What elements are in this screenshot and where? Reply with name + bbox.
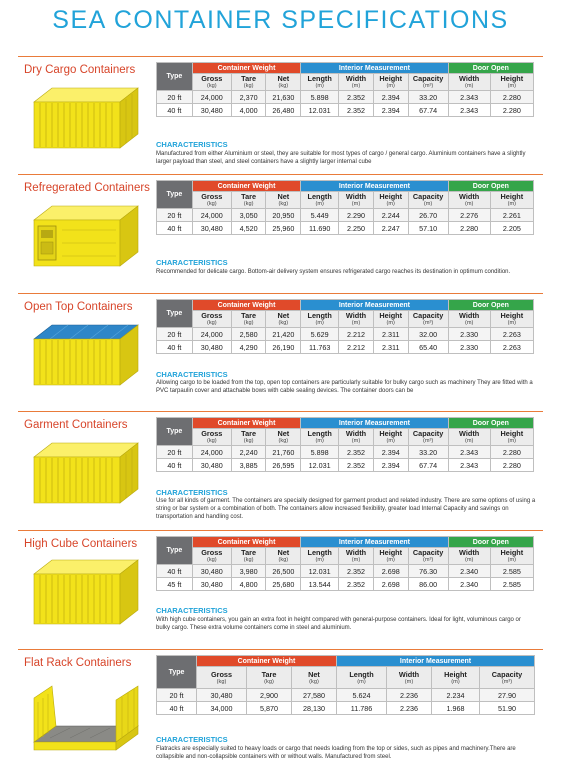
characteristics-title: CHARACTERISTICS bbox=[156, 488, 228, 497]
characteristics-title: CHARACTERISTICS bbox=[156, 606, 228, 615]
tare-header: Tare (kg) bbox=[231, 548, 266, 565]
net-header: Net (kg) bbox=[266, 548, 301, 565]
container-weight-header: Container Weight bbox=[192, 300, 300, 311]
net-header: Net (kg) bbox=[266, 311, 301, 328]
tare-header: Tare (kg) bbox=[231, 311, 266, 328]
table-row: 20 ft 30,480 2,900 27,580 5.624 2.236 2.234 27.90 bbox=[157, 689, 535, 702]
net-header: Net (kg) bbox=[292, 667, 337, 689]
section-divider bbox=[18, 56, 543, 57]
section-open-top bbox=[0, 293, 561, 411]
spec-table bbox=[156, 417, 534, 472]
interior-measurement-header: Interior Measurement bbox=[301, 418, 448, 429]
door-width-header: Width (m) bbox=[448, 74, 490, 91]
height-header: Height (m) bbox=[373, 429, 408, 446]
section-high-cube bbox=[0, 530, 561, 648]
gross-header: Gross (kg) bbox=[192, 548, 231, 565]
dry-cargo-container-icon bbox=[30, 82, 140, 154]
section-name: High Cube Containers bbox=[24, 538, 138, 550]
section-name: Flat Rack Containers bbox=[24, 657, 132, 669]
gross-header: Gross (kg) bbox=[192, 429, 231, 446]
gross-header: Gross (kg) bbox=[192, 192, 231, 209]
interior-measurement-header: Interior Measurement bbox=[337, 656, 535, 667]
net-header: Net (kg) bbox=[266, 192, 301, 209]
interior-measurement-header: Interior Measurement bbox=[301, 537, 448, 548]
type-header: Type bbox=[157, 300, 193, 328]
table-row: 40 ft 30,480 4,520 25,960 11.690 2.250 2.247 57.10 2.280 2.205 bbox=[157, 222, 534, 235]
door-open-header: Door Open bbox=[448, 300, 533, 311]
container-weight-header: Container Weight bbox=[192, 418, 300, 429]
capacity-header: Capacity (m³) bbox=[408, 311, 448, 328]
door-width-header: Width (m) bbox=[448, 429, 490, 446]
characteristics-text: Manufactured from either Aluminium or steel, they are suitable for most types of cargo / general cargo. Aluminium containers have a slightly larger payload than steel, and steel containers have a slightly larger internal cube bbox=[156, 151, 526, 165]
net-header: Net (kg) bbox=[266, 74, 301, 91]
tare-header: Tare (kg) bbox=[247, 667, 292, 689]
height-header: Height (m) bbox=[373, 548, 408, 565]
door-width-header: Width (m) bbox=[448, 311, 490, 328]
open-top-container-icon bbox=[30, 319, 140, 391]
characteristics-text: Flatracks are especially suited to heavy loads or cargo that needs loading from the top or sides, such as pipes and machinery.There are collapsible and non-collapsible containers with or without walls. Manufactured from steel. bbox=[156, 746, 516, 760]
gross-header: Gross (kg) bbox=[192, 74, 231, 91]
table-row: 20 ft 24,000 3,050 20,950 5.449 2.290 2.244 26.70 2.276 2.261 bbox=[157, 209, 534, 222]
spec-table bbox=[156, 62, 534, 117]
width-header: Width (m) bbox=[339, 192, 374, 209]
door-height-header: Height (m) bbox=[490, 192, 533, 209]
length-header: Length (m) bbox=[301, 74, 339, 91]
characteristics-title: CHARACTERISTICS bbox=[156, 735, 228, 744]
type-header: Type bbox=[157, 656, 197, 689]
section-divider bbox=[18, 649, 543, 650]
container-weight-header: Container Weight bbox=[192, 63, 300, 74]
door-width-header: Width (m) bbox=[448, 192, 490, 209]
characteristics-text: With high cube containers, you gain an extra foot in height compared with general-purpose containers. Ideal for light, voluminous cargo or bulky cargo. These extra volume containers come in steel and aluminium. bbox=[156, 617, 521, 631]
tare-header: Tare (kg) bbox=[231, 74, 266, 91]
page-title: SEA CONTAINER SPECIFICATIONS bbox=[52, 6, 509, 34]
length-header: Length (m) bbox=[301, 192, 339, 209]
section-name: Garment Containers bbox=[24, 419, 128, 431]
table-row: 20 ft 24,000 2,580 21,420 5.629 2.212 2.311 32.00 2.330 2.263 bbox=[157, 328, 534, 341]
table-row: 40 ft 34,000 5,870 28,130 11.786 2.236 1.968 51.90 bbox=[157, 702, 535, 715]
spec-table bbox=[156, 299, 534, 354]
spec-table bbox=[156, 180, 534, 235]
door-open-header: Door Open bbox=[448, 537, 533, 548]
table-row: 20 ft 24,000 2,240 21,760 5.898 2.352 2.394 33.20 2.343 2.280 bbox=[157, 446, 534, 459]
section-divider bbox=[18, 411, 543, 412]
door-open-header: Door Open bbox=[448, 63, 533, 74]
characteristics-text: Recommended for delicate cargo. Bottom-air delivery system ensures refrigerated cargo reaches its destination in optimum condition. bbox=[156, 269, 511, 275]
interior-measurement-header: Interior Measurement bbox=[301, 63, 448, 74]
section-divider bbox=[18, 293, 543, 294]
container-weight-header: Container Weight bbox=[197, 656, 337, 667]
type-header: Type bbox=[157, 63, 193, 91]
door-open-header: Door Open bbox=[448, 181, 533, 192]
spec-table bbox=[156, 536, 534, 591]
tare-header: Tare (kg) bbox=[231, 192, 266, 209]
gross-header: Gross (kg) bbox=[192, 311, 231, 328]
section-divider bbox=[18, 530, 543, 531]
width-header: Width (m) bbox=[339, 429, 374, 446]
table-row: 20 ft 24,000 2,370 21,630 5.898 2.352 2.394 33.20 2.343 2.280 bbox=[157, 91, 534, 104]
door-height-header: Height (m) bbox=[490, 548, 533, 565]
capacity-header: Capacity (m³) bbox=[408, 429, 448, 446]
flat-rack-container-icon bbox=[30, 673, 140, 763]
section-divider bbox=[18, 174, 543, 175]
door-height-header: Height (m) bbox=[490, 74, 533, 91]
container-weight-header: Container Weight bbox=[192, 181, 300, 192]
high-cube-container-icon bbox=[30, 556, 140, 628]
characteristics-title: CHARACTERISTICS bbox=[156, 258, 228, 267]
table-row: 45 ft 30,480 4,800 25,680 13.544 2.352 2.698 86.00 2.340 2.585 bbox=[157, 578, 534, 591]
width-header: Width (m) bbox=[339, 311, 374, 328]
interior-measurement-header: Interior Measurement bbox=[301, 181, 448, 192]
length-header: Length (m) bbox=[337, 667, 387, 689]
refrigerated-container-icon bbox=[30, 200, 140, 272]
table-row: 40 ft 30,480 3,885 26,595 12.031 2.352 2.394 67.74 2.343 2.280 bbox=[157, 459, 534, 472]
width-header: Width (m) bbox=[339, 74, 374, 91]
capacity-header: Capacity (m³) bbox=[480, 667, 535, 689]
container-weight-header: Container Weight bbox=[192, 537, 300, 548]
net-header: Net (kg) bbox=[266, 429, 301, 446]
door-height-header: Height (m) bbox=[490, 429, 533, 446]
height-header: Height (m) bbox=[373, 192, 408, 209]
section-dry-cargo bbox=[0, 56, 561, 174]
section-name: Refregerated Containers bbox=[24, 182, 150, 194]
width-header: Width (m) bbox=[339, 548, 374, 565]
table-row: 40 ft 30,480 3,980 26,500 12.031 2.352 2.698 76.30 2.340 2.585 bbox=[157, 565, 534, 578]
section-name: Open Top Containers bbox=[24, 301, 133, 313]
characteristics-text: Use for all kinds of garment. The containers are specially designed for garment product and related industry. There are some options of using a string or bar system or a combination of both. The containers allow increased flexibility, greater load Internal Capacity and savings on transportation and handling cost. bbox=[156, 498, 536, 520]
capacity-header: Capacity (m) bbox=[408, 192, 448, 209]
height-header: Height (m) bbox=[432, 667, 480, 689]
section-flat-rack bbox=[0, 649, 561, 771]
type-header: Type bbox=[157, 181, 193, 209]
type-header: Type bbox=[157, 537, 193, 565]
characteristics-title: CHARACTERISTICS bbox=[156, 370, 228, 379]
section-garment bbox=[0, 411, 561, 529]
width-header: Width (m) bbox=[387, 667, 432, 689]
door-width-header: Width (m) bbox=[448, 548, 490, 565]
spec-table bbox=[156, 655, 535, 715]
capacity-header: Capacity (m³) bbox=[408, 548, 448, 565]
characteristics-text: Allowing cargo to be loaded from the top, open top containers are particularly suitable for bulky cargo such as machinery They are fitted with a PVC tarpaulin cover and attachable bows with cable sealing devices. The container doors can be bbox=[156, 380, 533, 394]
capacity-header: Capacity (m³) bbox=[408, 74, 448, 91]
garment-container-icon bbox=[30, 437, 140, 509]
table-row: 40 ft 30,480 4,290 26,190 11.763 2.212 2.311 65.40 2.330 2.263 bbox=[157, 341, 534, 354]
interior-measurement-header: Interior Measurement bbox=[301, 300, 448, 311]
section-refrigerated bbox=[0, 174, 561, 292]
height-header: Height (m) bbox=[373, 311, 408, 328]
length-header: Length (m) bbox=[301, 429, 339, 446]
length-header: Length (m) bbox=[301, 311, 339, 328]
height-header: Height (m) bbox=[373, 74, 408, 91]
length-header: Length (m) bbox=[301, 548, 339, 565]
tare-header: Tare (kg) bbox=[231, 429, 266, 446]
section-name: Dry Cargo Containers bbox=[24, 64, 136, 76]
door-height-header: Height (m) bbox=[490, 311, 533, 328]
table-row: 40 ft 30,480 4,000 26,480 12.031 2.352 2.394 67.74 2.343 2.280 bbox=[157, 104, 534, 117]
characteristics-title: CHARACTERISTICS bbox=[156, 140, 228, 149]
type-header: Type bbox=[157, 418, 193, 446]
door-open-header: Door Open bbox=[448, 418, 533, 429]
gross-header: Gross (kg) bbox=[197, 667, 247, 689]
